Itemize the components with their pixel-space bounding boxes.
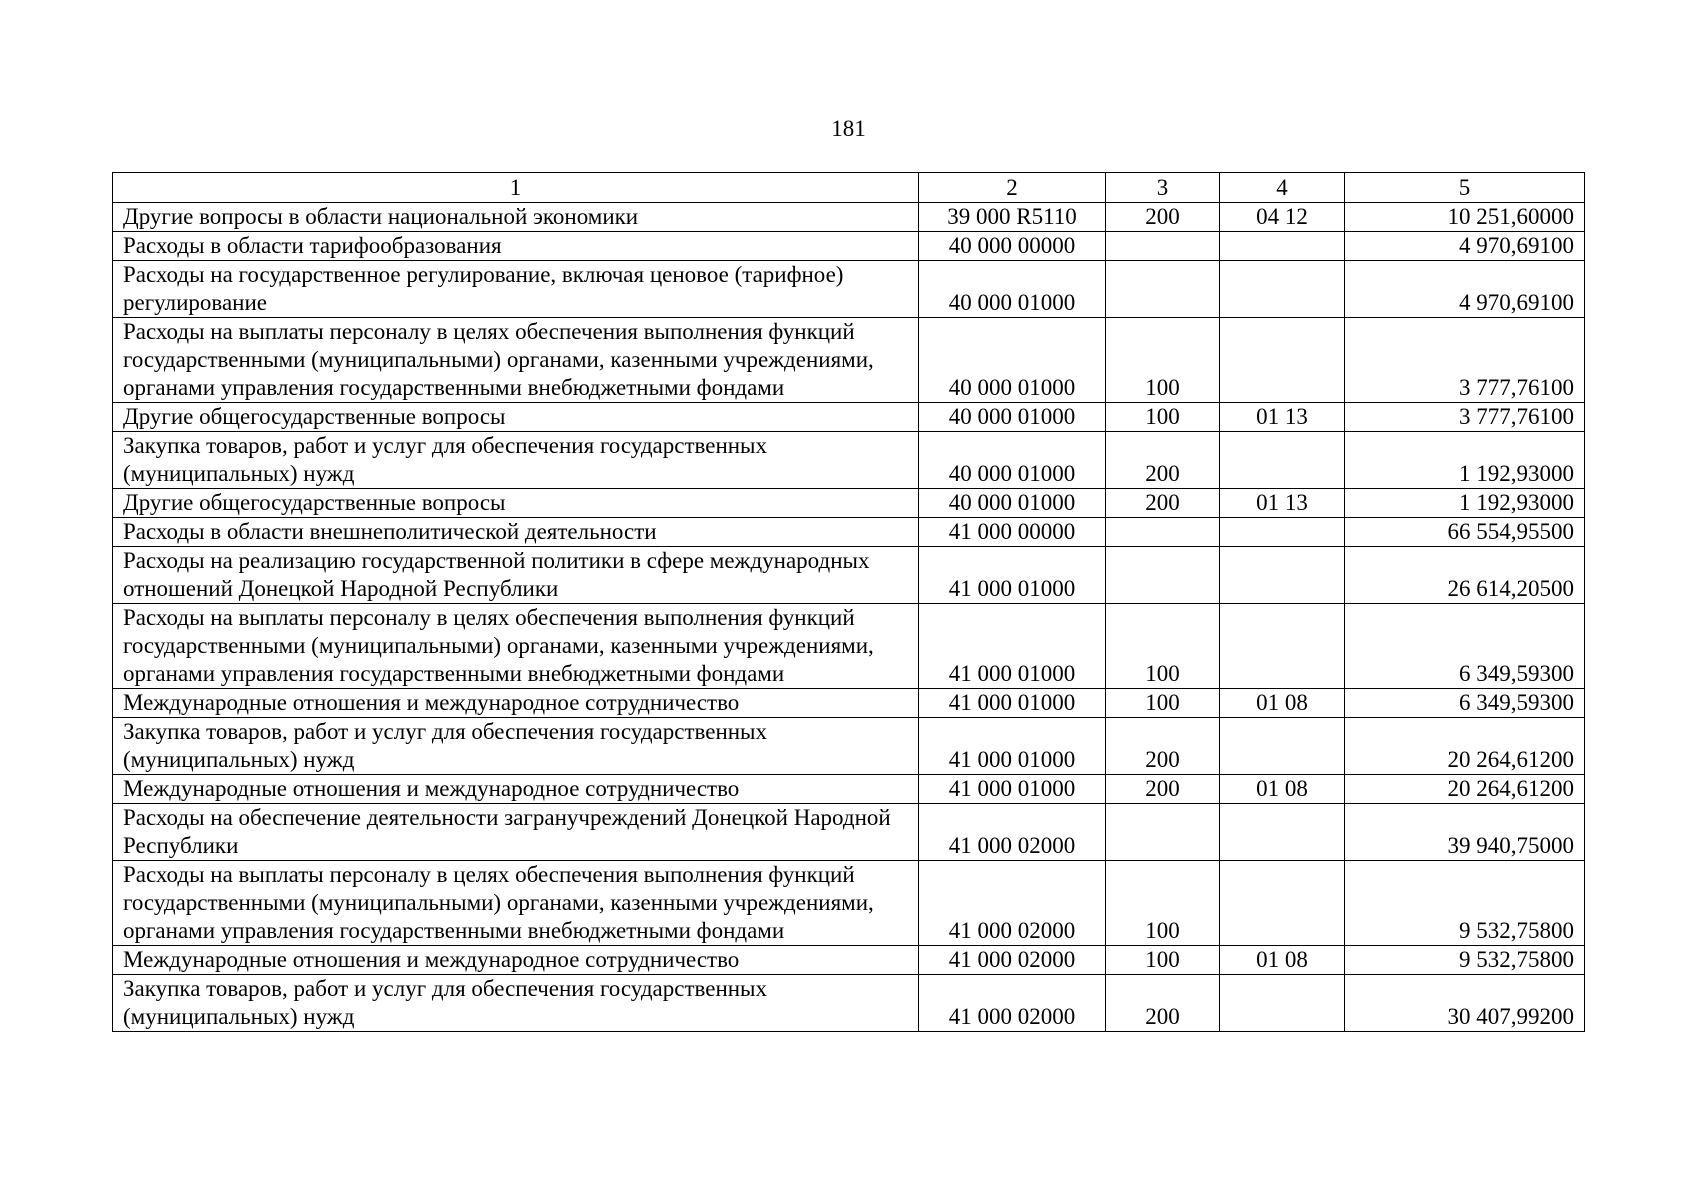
expense-type-cell: 200	[1106, 203, 1220, 232]
expense-type-cell	[1106, 261, 1220, 318]
section-cell: 01 08	[1220, 689, 1345, 718]
table-row	[113, 604, 1585, 689]
expense-name-cell: Международные отношения и международное сотрудничество	[113, 946, 919, 975]
amount-cell: 9 532,75800	[1345, 861, 1585, 946]
expense-type-cell: 200	[1106, 718, 1220, 775]
header-col-2: 2	[919, 173, 1106, 203]
target-code-cell: 40 000 01000	[919, 489, 1106, 518]
table-row	[113, 718, 1585, 775]
table-row	[113, 861, 1585, 946]
table-row	[113, 689, 1585, 718]
expense-type-cell: 100	[1106, 604, 1220, 689]
expense-name-cell: Расходы в области тарифообразования	[113, 232, 919, 261]
expense-name-cell: Международные отношения и международное сотрудничество	[113, 689, 919, 718]
section-cell: 01 13	[1220, 403, 1345, 432]
section-cell	[1220, 604, 1345, 689]
header-row	[113, 173, 1585, 203]
expense-type-cell	[1106, 232, 1220, 261]
expense-name-cell: Закупка товаров, работ и услуг для обеспечения государственных (муниципальных) нужд	[113, 718, 919, 775]
section-cell	[1220, 518, 1345, 547]
expense-name-cell: Закупка товаров, работ и услуг для обеспечения государственных (муниципальных) нужд	[113, 975, 919, 1032]
table-row	[113, 432, 1585, 489]
target-code-cell: 41 000 01000	[919, 689, 1106, 718]
target-code-cell: 41 000 01000	[919, 775, 1106, 804]
section-cell	[1220, 861, 1345, 946]
expense-name-cell: Международные отношения и международное сотрудничество	[113, 775, 919, 804]
target-code-cell: 39 000 R5110	[919, 203, 1106, 232]
amount-cell: 30 407,99200	[1345, 975, 1585, 1032]
section-cell	[1220, 975, 1345, 1032]
section-cell: 04 12	[1220, 203, 1345, 232]
expense-name-cell: Расходы на государственное регулирование, включая ценовое (тарифное) регулирование	[113, 261, 919, 318]
header-col-4: 4	[1220, 173, 1345, 203]
expense-type-cell: 200	[1106, 975, 1220, 1032]
expense-name-cell: Другие вопросы в области национальной экономики	[113, 203, 919, 232]
table-row	[113, 946, 1585, 975]
expense-name-cell: Расходы на выплаты персоналу в целях обеспечения выполнения функций государственными (муниципальными) органами, казенными учреждениями, органами управления государственными внебюджетными фондами	[113, 861, 919, 946]
section-cell: 01 13	[1220, 489, 1345, 518]
table-row	[113, 203, 1585, 232]
amount-cell: 66 554,95500	[1345, 518, 1585, 547]
amount-cell: 3 777,76100	[1345, 403, 1585, 432]
section-cell	[1220, 318, 1345, 403]
table-row	[113, 318, 1585, 403]
expense-type-cell: 100	[1106, 318, 1220, 403]
table-header	[113, 173, 1585, 203]
section-cell	[1220, 804, 1345, 861]
expense-type-cell: 200	[1106, 432, 1220, 489]
table-row	[113, 975, 1585, 1032]
expense-name-cell: Расходы в области внешнеполитической деятельности	[113, 518, 919, 547]
section-cell	[1220, 232, 1345, 261]
expense-name-cell: Другие общегосударственные вопросы	[113, 403, 919, 432]
expense-name-cell: Другие общегосударственные вопросы	[113, 489, 919, 518]
table-row	[113, 775, 1585, 804]
amount-cell: 26 614,20500	[1345, 547, 1585, 604]
amount-cell: 4 970,69100	[1345, 232, 1585, 261]
amount-cell: 20 264,61200	[1345, 718, 1585, 775]
amount-cell: 6 349,59300	[1345, 604, 1585, 689]
expense-name-cell: Расходы на выплаты персоналу в целях обеспечения выполнения функций государственными (муниципальными) органами, казенными учреждениями, органами управления государственными внебюджетными фондами	[113, 604, 919, 689]
section-cell: 01 08	[1220, 775, 1345, 804]
expense-type-cell	[1106, 804, 1220, 861]
expense-type-cell: 200	[1106, 775, 1220, 804]
header-col-3: 3	[1106, 173, 1220, 203]
target-code-cell: 40 000 01000	[919, 261, 1106, 318]
target-code-cell: 41 000 02000	[919, 946, 1106, 975]
budget-table	[112, 172, 1585, 1032]
target-code-cell: 41 000 02000	[919, 861, 1106, 946]
table-row	[113, 547, 1585, 604]
amount-cell: 20 264,61200	[1345, 775, 1585, 804]
table-row	[113, 518, 1585, 547]
expense-name-cell: Расходы на реализацию государственной политики в сфере международных отношений Донецкой Народной Республики	[113, 547, 919, 604]
amount-cell: 1 192,93000	[1345, 432, 1585, 489]
section-cell: 01 08	[1220, 946, 1345, 975]
expense-type-cell: 100	[1106, 861, 1220, 946]
section-cell	[1220, 718, 1345, 775]
target-code-cell: 40 000 01000	[919, 432, 1106, 489]
amount-cell: 10 251,60000	[1345, 203, 1585, 232]
amount-cell: 1 192,93000	[1345, 489, 1585, 518]
section-cell	[1220, 547, 1345, 604]
expense-type-cell: 100	[1106, 403, 1220, 432]
amount-cell: 6 349,59300	[1345, 689, 1585, 718]
table-row	[113, 489, 1585, 518]
section-cell	[1220, 261, 1345, 318]
expense-name-cell: Расходы на выплаты персоналу в целях обеспечения выполнения функций государственными (муниципальными) органами, казенными учреждениями, органами управления государственными внебюджетными фондами	[113, 318, 919, 403]
target-code-cell: 40 000 00000	[919, 232, 1106, 261]
header-col-1: 1	[113, 173, 919, 203]
expense-name-cell: Закупка товаров, работ и услуг для обеспечения государственных (муниципальных) нужд	[113, 432, 919, 489]
target-code-cell: 40 000 01000	[919, 318, 1106, 403]
target-code-cell: 41 000 02000	[919, 804, 1106, 861]
expense-type-cell: 100	[1106, 946, 1220, 975]
target-code-cell: 41 000 01000	[919, 604, 1106, 689]
target-code-cell: 41 000 02000	[919, 975, 1106, 1032]
amount-cell: 3 777,76100	[1345, 318, 1585, 403]
amount-cell: 39 940,75000	[1345, 804, 1585, 861]
table-row	[113, 403, 1585, 432]
expense-name-cell: Расходы на обеспечение деятельности загранучреждений Донецкой Народной Республики	[113, 804, 919, 861]
header-col-5: 5	[1345, 173, 1585, 203]
table-row	[113, 261, 1585, 318]
target-code-cell: 40 000 01000	[919, 403, 1106, 432]
expense-type-cell	[1106, 547, 1220, 604]
target-code-cell: 41 000 01000	[919, 718, 1106, 775]
table-row	[113, 804, 1585, 861]
expense-type-cell	[1106, 518, 1220, 547]
table-row	[113, 232, 1585, 261]
expense-type-cell: 100	[1106, 689, 1220, 718]
table-body	[113, 203, 1585, 1032]
amount-cell: 4 970,69100	[1345, 261, 1585, 318]
amount-cell: 9 532,75800	[1345, 946, 1585, 975]
section-cell	[1220, 432, 1345, 489]
target-code-cell: 41 000 00000	[919, 518, 1106, 547]
expense-type-cell: 200	[1106, 489, 1220, 518]
page-number: 181	[831, 116, 866, 141]
target-code-cell: 41 000 01000	[919, 547, 1106, 604]
